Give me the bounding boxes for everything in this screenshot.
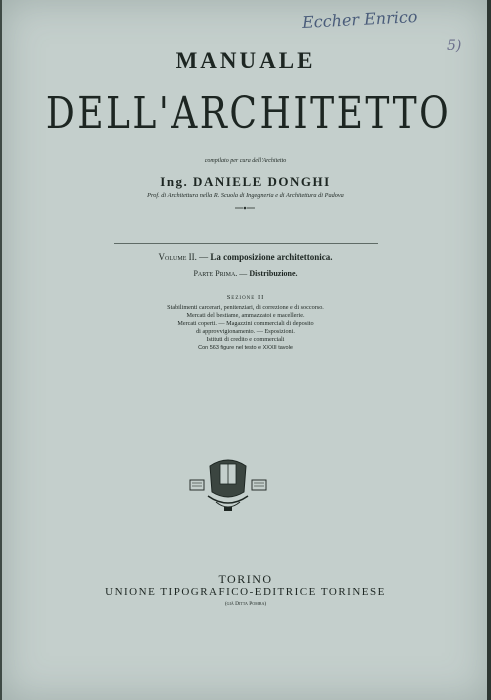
section-label: Sezione II	[226, 294, 265, 301]
book-cover	[2, 0, 489, 700]
section-content-line: Mercati del bestiame, ammazzatoi e macellerie.	[186, 312, 305, 319]
publisher-emblem-icon	[186, 452, 270, 516]
author-position: Prof. di Architettura nella R. Scuola di Ingegneria e di Architettura di Padova	[147, 192, 344, 199]
section-content-line: Istituti di credito e commerciali	[206, 336, 285, 343]
figures-note: Con 563 figure nel testo e XXXII tavole	[198, 345, 293, 351]
publisher-city: TORINO	[218, 572, 273, 586]
section-content-line: Mercati coperti. — Magazzini commerciali di deposito	[177, 320, 314, 327]
ornament-rule-icon	[235, 206, 255, 210]
compiled-by: compilato per cura dell'Architetto	[204, 158, 287, 164]
title-line2: DELL'ARCHITETTO	[45, 88, 452, 139]
part-title: Distribuzione.	[249, 269, 298, 278]
volume-title: La composizione architettonica.	[210, 252, 333, 262]
author-name: Ing. DANIELE DONGHI	[160, 174, 331, 189]
publisher-name: UNIONE TIPOGRAFICO-EDITRICE TORINESE	[105, 586, 386, 598]
handwritten-signature: Eccher Enrico	[301, 6, 418, 33]
background-edge	[487, 0, 491, 700]
part-label: Parte Prima. —	[193, 269, 248, 278]
volume-line	[2, 252, 489, 262]
volume-label: Volume II. —	[158, 252, 209, 262]
part-line	[2, 269, 489, 278]
title-line1: MANUALE	[175, 48, 316, 73]
section-content-line: Stabilimenti carcerari, penitenziari, di correzione e di soccorso.	[167, 304, 324, 311]
separator-rule	[114, 243, 378, 244]
section-content-line: di approvvigionamento. — Esposizioni.	[196, 328, 295, 335]
handwritten-number: 5)	[447, 38, 462, 54]
publisher-formerly: (già Ditta Pomba)	[224, 601, 267, 607]
